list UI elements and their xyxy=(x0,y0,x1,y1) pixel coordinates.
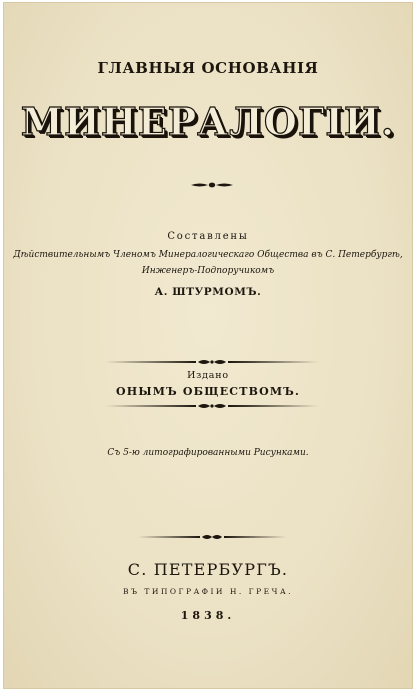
imprint-year: 1838. xyxy=(180,609,236,622)
bottom-rule-ornament xyxy=(104,402,320,410)
author-name: А. ШТУРМОМЪ. xyxy=(154,286,262,298)
title-line-2: МИНЕРАЛОГІИ. xyxy=(20,99,396,144)
published-label: Издано xyxy=(187,370,229,381)
imprint-city: С. ПЕТЕРБУРГЪ. xyxy=(127,560,289,579)
title-line-1: ГЛАВНЫЯ ОСНОВАНІЯ xyxy=(97,59,319,77)
imprint-press: ВЪ ТИПОГРАФІИ Н. ГРЕЧА. xyxy=(122,587,294,596)
title-page xyxy=(3,2,413,689)
illustrations-note: Съ 5-ю литографированными Рисунками. xyxy=(107,448,309,458)
compiled-by: Составлены xyxy=(167,231,249,242)
author-title-line-1: Дѣйствительнымъ Членомъ Минералогическаго Общества въ С. Петербургѣ, xyxy=(13,250,403,260)
small-ornament-divider xyxy=(190,181,234,189)
author-title-line-2: Инженеръ-Подпоручикомъ xyxy=(141,266,275,276)
top-rule-ornament xyxy=(104,358,320,366)
imprint-rule-ornament xyxy=(136,533,288,541)
publisher-name: ОНЫМЪ ОБЩЕСТВОМЪ. xyxy=(115,385,301,398)
